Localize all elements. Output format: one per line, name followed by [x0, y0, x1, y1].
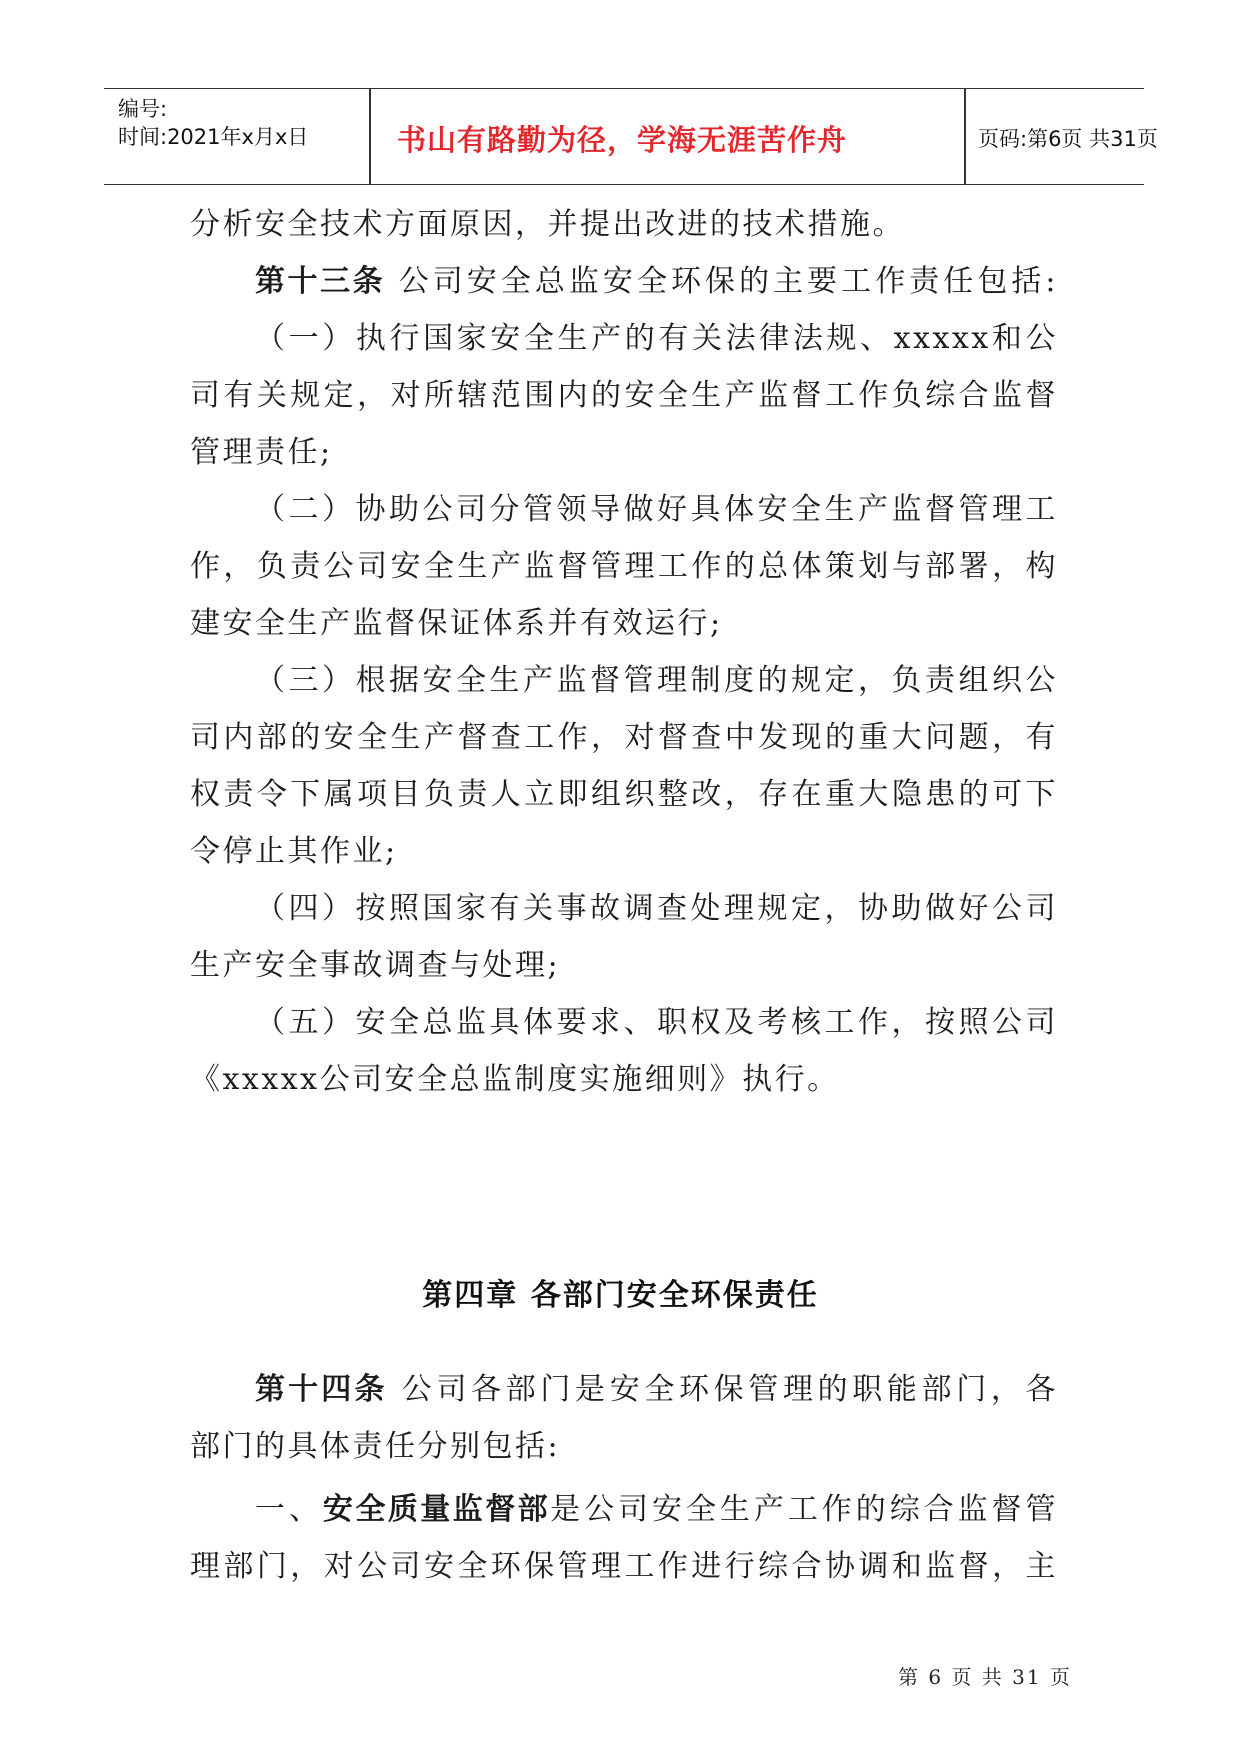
article-13-line — [255, 262, 1058, 302]
document-number-label: 编号: — [118, 97, 168, 121]
body-line: （三）根据安全生产监督管理制度的规定，负责组织公 — [255, 663, 1058, 698]
body-line: （五）安全总监具体要求、职权及考核工作，按照公司 — [255, 1005, 1058, 1040]
document-time-label: 时间:2021年x月x日 — [118, 125, 309, 149]
header-motto — [371, 89, 964, 184]
article-13-title: 第十三条 — [255, 264, 386, 299]
article-14-text: 公司各部门是安全环保管理的职能部门，各 — [401, 1372, 1058, 1407]
body-line: 理部门，对公司安全环保管理工作进行综合协调和监督，主 — [190, 1549, 1058, 1584]
department-text: 是公司安全生产工作的综合监督管 — [550, 1492, 1059, 1527]
body-line: 权责令下属项目负责人立即组织整改，存在重大隐患的可下 — [190, 777, 1058, 812]
department-prefix: 一、 — [255, 1492, 323, 1527]
body-line: 建安全生产监督保证体系并有效运行; — [190, 606, 723, 641]
page-footer: 第 6 页 共 31 页 — [898, 1665, 1072, 1689]
body-line: （四）按照国家有关事故调查处理规定，协助做好公司 — [255, 891, 1058, 926]
article-14-line — [255, 1370, 1058, 1410]
motto-text: 书山有路勤为径，学海无涯苦作舟 — [397, 123, 848, 157]
body-line: （二）协助公司分管领导做好具体安全生产监督管理工 — [255, 492, 1058, 527]
department-line — [255, 1490, 1058, 1530]
body-line: 生产安全事故调查与处理; — [190, 948, 561, 983]
article-13-text: 公司安全总监安全环保的主要工作责任包括: — [398, 264, 1058, 299]
chapter-heading: 第四章 各部门安全环保责任 — [422, 1278, 819, 1313]
body-line: 部门的具体责任分别包括: — [190, 1429, 561, 1464]
body-line: 司有关规定，对所辖范围内的安全生产监督工作负综合监督 — [190, 378, 1058, 413]
department-name: 安全质量监督部 — [322, 1492, 551, 1527]
header-page-label: 页码:第6页 共31页 — [978, 127, 1158, 151]
body-line: 管理责任; — [190, 435, 333, 470]
header-meta — [104, 89, 369, 184]
article-14-title: 第十四条 — [255, 1372, 388, 1407]
body-line: 作，负责公司安全生产监督管理工作的总体策划与部署，构 — [190, 549, 1058, 584]
page-header — [104, 88, 1158, 185]
body-line: 分析安全技术方面原因，并提出改进的技术措施。 — [190, 207, 905, 242]
body-line: 《xxxxx公司安全总监制度实施细则》执行。 — [190, 1062, 840, 1097]
body-line: 司内部的安全生产督查工作，对督查中发现的重大问题，有 — [190, 720, 1058, 755]
body-line: （一）执行国家安全生产的有关法律法规、xxxxx和公 — [255, 321, 1058, 356]
body-line: 令停止其作业; — [190, 834, 398, 869]
header-page-info — [966, 89, 1158, 184]
